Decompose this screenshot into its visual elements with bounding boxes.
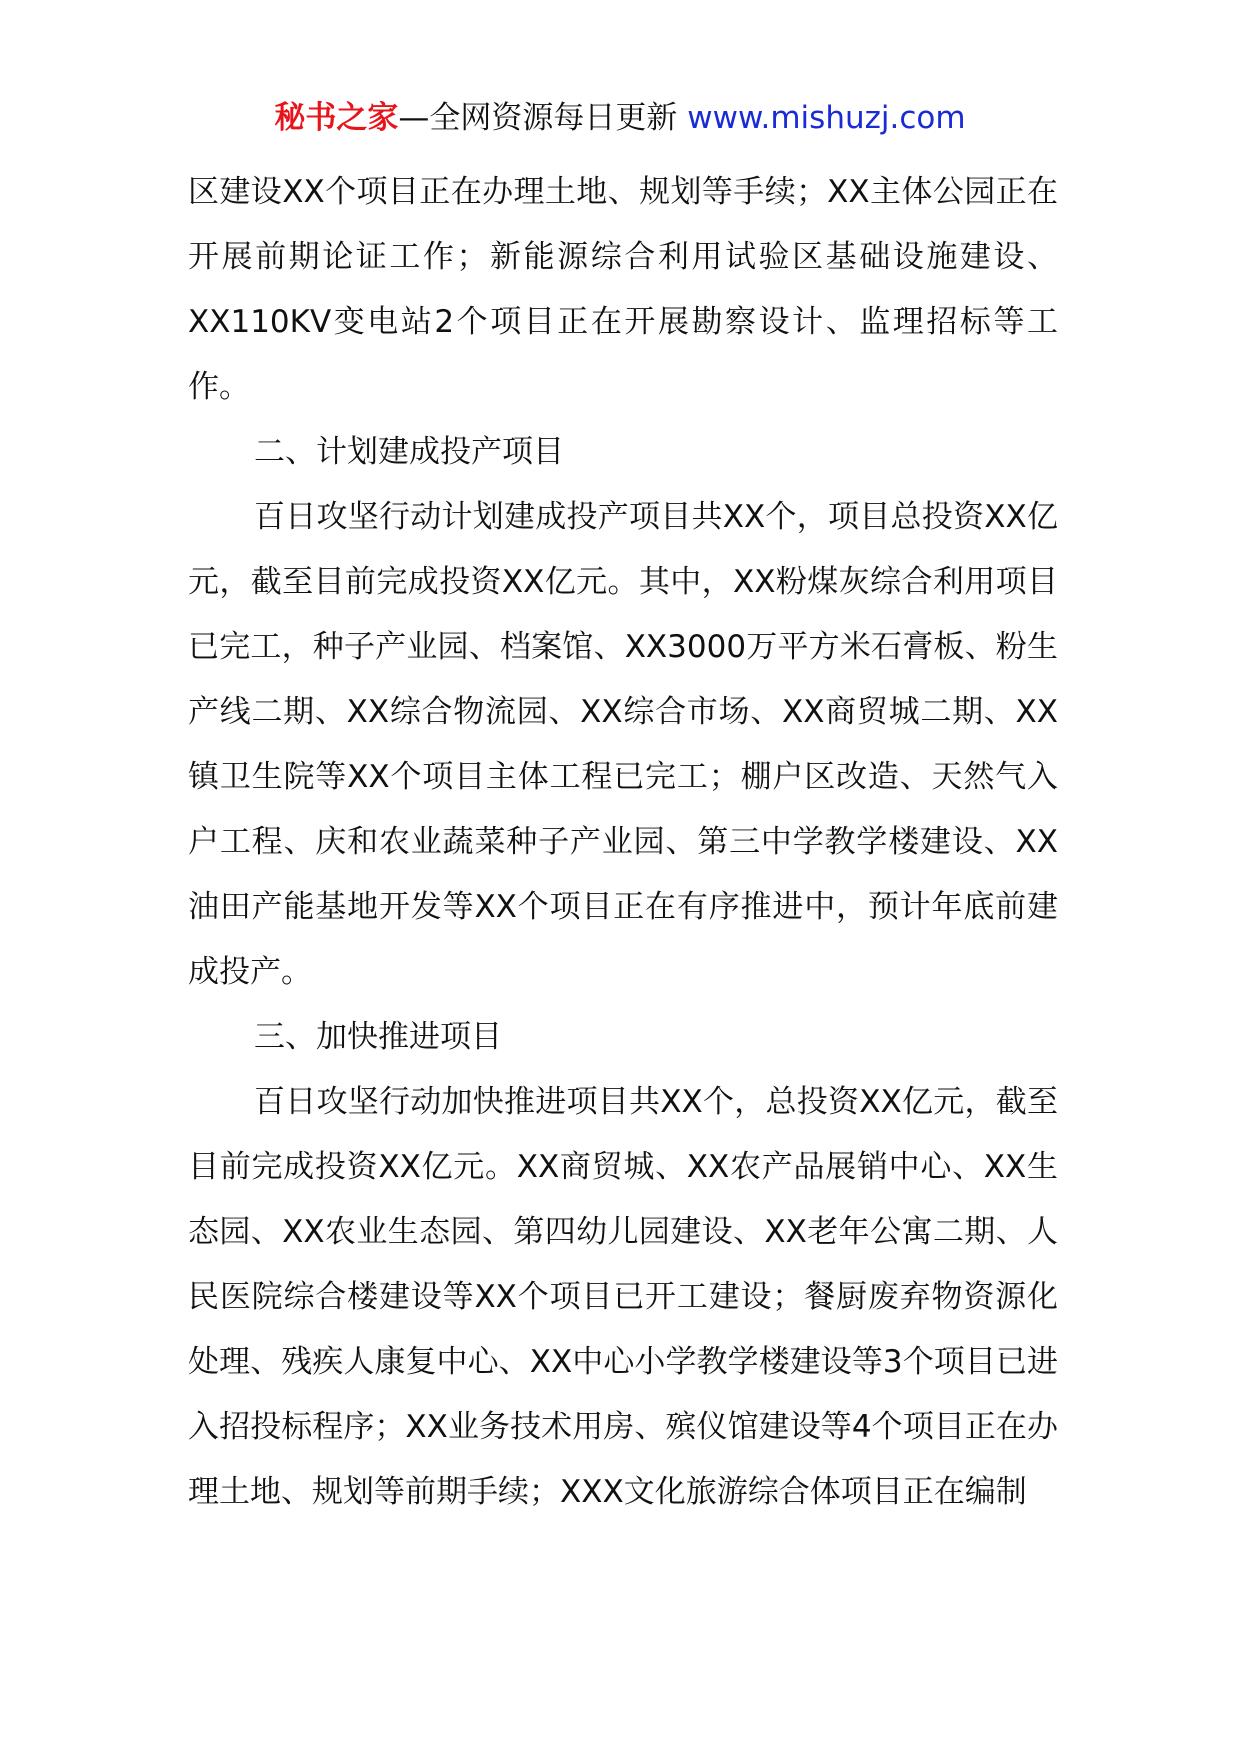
- site-url-link[interactable]: www.mishuzj.com: [687, 100, 966, 136]
- section-heading-2: 二、计划建成投产项目: [254, 434, 564, 470]
- paragraph-continuation: 区建设XX个项目正在办理土地、规划等手续；XX主体公园正在开展前期论证工作；新能源综合利用试验区基础设施建设、XX110KV变电站2个项目正在开展勘察设计、监理招标等工作。: [188, 174, 1058, 405]
- document-body: [188, 160, 1058, 1525]
- paragraph-section-2: 百日攻坚行动计划建成投产项目共XX个，项目总投资XX亿元，截至目前完成投资XX亿元。其中，XX粉煤灰综合利用项目已完工，种子产业园、档案馆、XX3000万平方米石膏板、粉生产线二期、XX综合物流园、XX综合市场、XX商贸城二期、XX镇卫生院等XX个项目主体工程已完工；棚户区改造、天然气入户工程、庆和农业蔬菜种子产业园、第三中学教学楼建设、XX油田产能基地开发等XX个项目正在有序推进中，预计年底前建成投产。: [188, 499, 1058, 990]
- brand-name: 秘书之家: [274, 100, 399, 136]
- section-heading-3: 三、加快推进项目: [254, 1019, 502, 1055]
- header-slogan: —全网资源每日更新: [398, 100, 678, 136]
- paragraph-section-3: 百日攻坚行动加快推进项目共XX个，总投资XX亿元，截至目前完成投资XX亿元。XX商贸城、XX农产品展销中心、XX生态园、XX农业生态园、第四幼儿园建设、XX老年公寓二期、人民医院综合楼建设等XX个项目已开工建设；餐厨废弃物资源化处理、残疾人康复中心、XX中心小学教学楼建设等3个项目已进入招投标程序；XX业务技术用房、殡仪馆建设等4个项目正在办理土地、规划等前期手续；XXX文化旅游综合体项目正在编制: [188, 1084, 1058, 1510]
- page-header: [0, 96, 1240, 140]
